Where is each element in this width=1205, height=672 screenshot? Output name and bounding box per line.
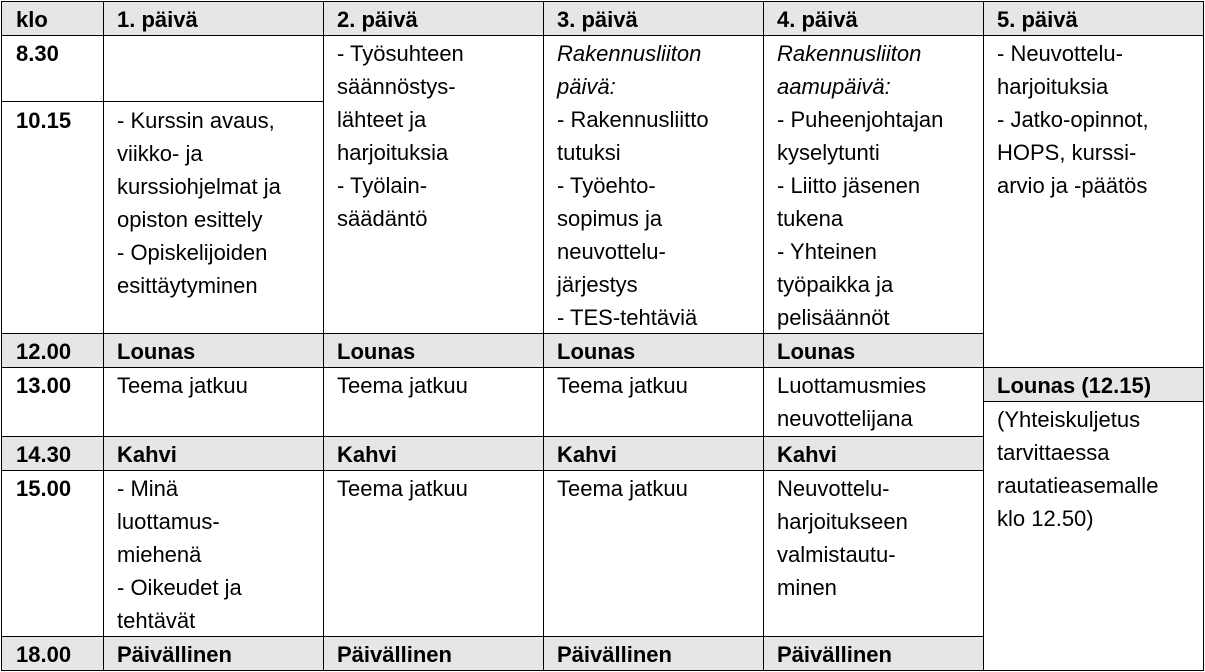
text-line: Luottamusmies xyxy=(777,373,927,398)
text-line: - Minä xyxy=(117,476,179,501)
day4-theme-line: aamupäivä: xyxy=(777,74,891,99)
text-line: rautatieasemalle xyxy=(997,473,1159,498)
day3-coffee: Kahvi xyxy=(557,442,617,467)
day2-afternoon: Teema jatkuu xyxy=(337,373,468,398)
text-line: (Yhteiskuljetus xyxy=(997,407,1141,432)
header-time: klo xyxy=(16,7,48,32)
text-line: tutuksi xyxy=(557,140,621,165)
text-line: arvio ja -päätös xyxy=(997,173,1148,198)
text-line: Neuvottelu- xyxy=(777,476,890,501)
text-line: työpaikka ja xyxy=(777,272,894,297)
day1-late xyxy=(117,472,242,637)
day3-late: Teema jatkuu xyxy=(557,476,688,501)
day2-late: Teema jatkuu xyxy=(337,476,468,501)
text-line: - Työlain- xyxy=(337,173,428,198)
header-day-4: 4. päivä xyxy=(777,7,858,32)
text-line: lähteet ja xyxy=(337,107,427,132)
col-line-4 xyxy=(763,1,764,671)
day2-dinner: Päivällinen xyxy=(337,642,452,667)
day2-coffee: Kahvi xyxy=(337,442,397,467)
text-line: - Puheenjohtajan xyxy=(777,107,944,132)
text-line: - Neuvottelu- xyxy=(997,41,1123,66)
day3-theme-line: päivä: xyxy=(557,74,616,99)
text-line: - Rakennusliitto xyxy=(557,107,709,132)
text-line: neuvottelijana xyxy=(777,406,913,431)
text-line: - Oikeudet ja xyxy=(117,575,242,600)
text-line: - Liitto jäsenen xyxy=(777,173,921,198)
header-day-2: 2. päivä xyxy=(337,7,418,32)
text-line: harjoituksia xyxy=(337,140,449,165)
day1-lunch: Lounas xyxy=(117,339,196,364)
time-0830: 8.30 xyxy=(16,41,59,66)
time-1200: 12.00 xyxy=(16,339,72,364)
text-line: pelisäännöt xyxy=(777,305,890,330)
text-line: kurssiohjelmat ja xyxy=(117,174,281,199)
day3-afternoon: Teema jatkuu xyxy=(557,373,688,398)
day3-lunch: Lounas xyxy=(557,339,636,364)
border-right xyxy=(1203,1,1204,671)
day1-afternoon: Teema jatkuu xyxy=(117,373,248,398)
text-line: harjoitukseen xyxy=(777,509,908,534)
text-line: - TES-tehtäviä xyxy=(557,305,698,330)
day4-coffee: Kahvi xyxy=(777,442,837,467)
day4-lunch: Lounas xyxy=(777,339,856,364)
time-1800: 18.00 xyxy=(16,642,72,667)
day4-theme-line: Rakennusliiton xyxy=(777,41,922,66)
text-line: sopimus ja xyxy=(557,206,663,231)
text-line: - Työehto- xyxy=(557,173,656,198)
text-line: - Jatko-opinnot, xyxy=(997,107,1149,132)
text-line: tukena xyxy=(777,206,844,231)
time-1015: 10.15 xyxy=(16,108,72,133)
row-line-830 xyxy=(1,101,104,102)
text-line: harjoituksia xyxy=(997,74,1109,99)
time-1300: 13.00 xyxy=(16,373,72,398)
text-line: viikko- ja xyxy=(117,141,203,166)
day3-dinner: Päivällinen xyxy=(557,642,672,667)
text-line: opiston esittely xyxy=(117,207,263,232)
text-line: valmistautu- xyxy=(777,542,896,567)
text-line: järjestys xyxy=(557,272,638,297)
day1-dinner: Päivällinen xyxy=(117,642,232,667)
row-line-coffee-top xyxy=(1,436,984,437)
text-line: luottamus- xyxy=(117,509,220,534)
day5-note xyxy=(997,403,1158,535)
text-line: - Opiskelijoiden xyxy=(117,240,268,265)
text-line: kyselytunti xyxy=(777,140,880,165)
day1-coffee: Kahvi xyxy=(117,442,177,467)
day1-morning xyxy=(117,104,281,302)
day5-morning xyxy=(997,37,1149,202)
text-line: tehtävät xyxy=(117,608,196,633)
header-day-1: 1. päivä xyxy=(117,7,198,32)
day2-lunch: Lounas xyxy=(337,339,416,364)
text-line: minen xyxy=(777,575,837,600)
time-1500: 15.00 xyxy=(16,476,72,501)
col-line-3 xyxy=(543,1,544,671)
text-line: HOPS, kurssi- xyxy=(997,140,1137,165)
day2-morning xyxy=(337,37,464,235)
day3-morning xyxy=(557,37,709,334)
border-top xyxy=(1,1,1204,2)
row-line-1015-day1 xyxy=(103,101,324,102)
text-line: miehenä xyxy=(117,542,202,567)
text-line: säädäntö xyxy=(337,206,428,231)
text-line: - Työsuhteen xyxy=(337,41,464,66)
col-line-5 xyxy=(983,1,984,671)
day4-dinner: Päivällinen xyxy=(777,642,892,667)
header-day-3: 3. päivä xyxy=(557,7,638,32)
text-line: tarvittaessa xyxy=(997,440,1110,465)
text-line: - Kurssin avaus, xyxy=(117,108,275,133)
text-line: esittäytyminen xyxy=(117,273,258,298)
time-1430: 14.30 xyxy=(16,442,72,467)
text-line: klo 12.50) xyxy=(997,506,1094,531)
day4-morning xyxy=(777,37,943,334)
day3-theme-line: Rakennusliiton xyxy=(557,41,702,66)
header-day-5: 5. päivä xyxy=(997,7,1078,32)
day4-late xyxy=(777,472,908,604)
day4-afternoon xyxy=(777,369,926,435)
text-line: säännöstys- xyxy=(337,74,456,99)
day5-lunch: Lounas (12.15) xyxy=(997,373,1152,398)
text-line: - Yhteinen xyxy=(777,239,877,264)
text-line: neuvottelu- xyxy=(557,239,666,264)
